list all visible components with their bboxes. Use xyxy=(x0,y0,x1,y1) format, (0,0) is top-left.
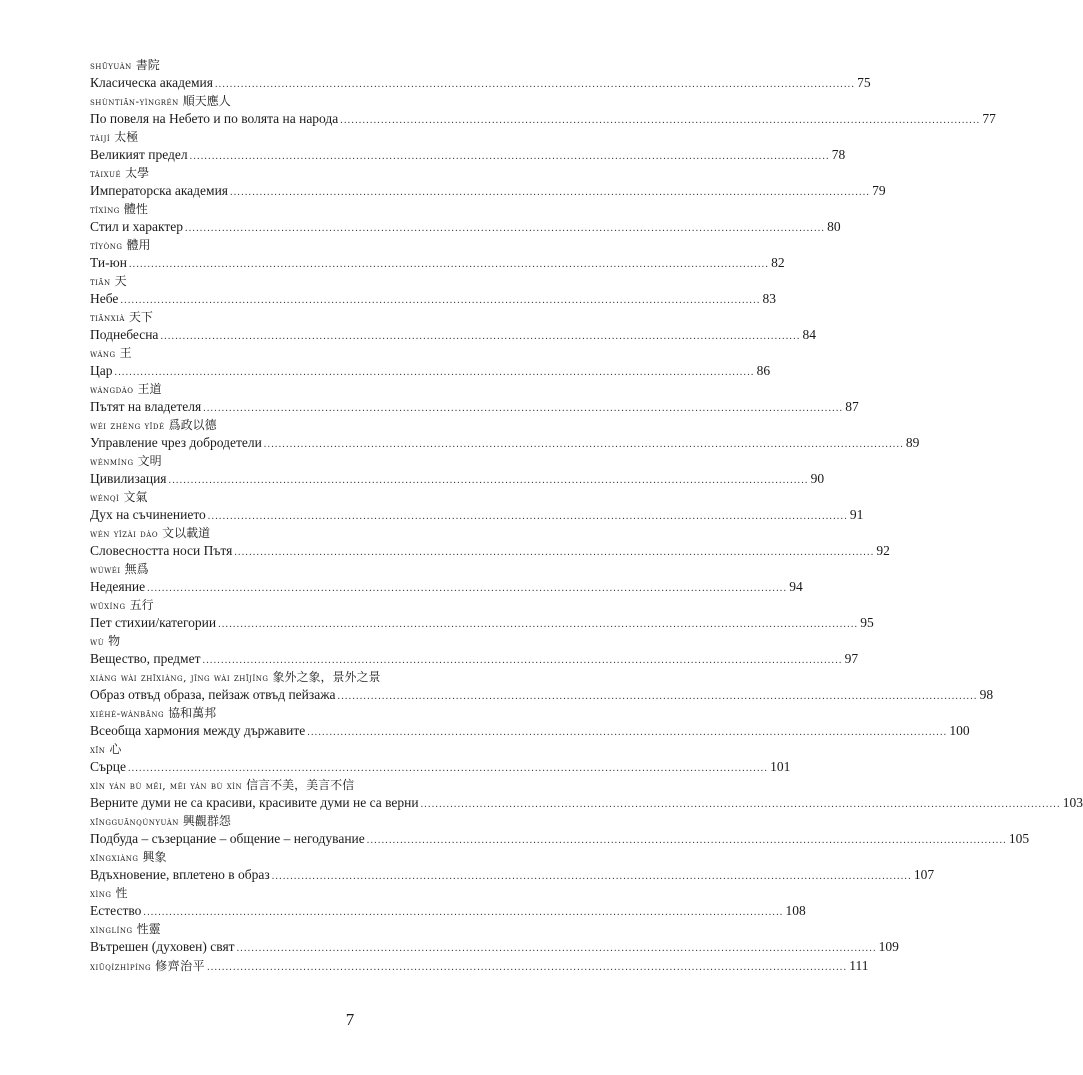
toc-page-number: 78 xyxy=(831,147,846,162)
dot-leader: ............................................................................................................................................................................. xyxy=(263,439,904,450)
toc-entry-line xyxy=(90,686,994,703)
toc-hanzi: 王 xyxy=(119,346,132,360)
toc-page-number: 89 xyxy=(905,435,920,450)
toc-entry xyxy=(90,523,890,559)
toc-hanzi: 天 xyxy=(114,274,127,288)
toc-entry xyxy=(90,811,1030,847)
toc-entry xyxy=(90,235,785,271)
toc-entry xyxy=(90,271,777,307)
toc-entry-line xyxy=(90,254,785,271)
toc-entry-line xyxy=(90,866,935,883)
toc-title: Цар xyxy=(90,363,113,378)
toc-title: Цивилизация xyxy=(90,471,167,486)
dot-leader: ............................................................................................................................................................................. xyxy=(236,943,877,954)
toc-entry xyxy=(90,163,886,199)
toc-title: Словесността носи Пътя xyxy=(90,543,233,558)
toc-hanzi: 心 xyxy=(109,742,122,756)
toc-term: xiūqízhìpíng 修齊治平 xyxy=(90,959,206,973)
toc-entry xyxy=(90,55,871,91)
dot-leader: ............................................................................................................................................................................. xyxy=(128,259,770,270)
dot-leader: ............................................................................................................................................................................. xyxy=(234,547,875,558)
toc-page-number: 82 xyxy=(771,255,785,270)
toc-term xyxy=(90,129,138,145)
dot-leader: ............................................................................................................................................................................. xyxy=(214,79,856,90)
toc-pinyin: xìnglíng xyxy=(90,924,133,936)
dot-leader: ............................................................................................................................................................................. xyxy=(120,295,761,306)
toc-pinyin: wénqì xyxy=(90,492,120,504)
toc-entry xyxy=(90,883,806,919)
toc-entry-line xyxy=(90,74,871,91)
toc-pinyin: xīngguānqúnyuàn xyxy=(90,816,179,828)
toc-title: Сърце xyxy=(90,759,126,774)
toc-title: Вдъхновение, вплетено в образ xyxy=(90,867,270,882)
toc-entry-line xyxy=(90,218,841,235)
toc-hanzi: 文氣 xyxy=(123,490,148,504)
toc-page-number: 107 xyxy=(913,867,935,882)
toc-title: Класическа академия xyxy=(90,75,213,90)
toc-pinyin: xīn xyxy=(90,744,106,756)
toc-pinyin: tiānxià xyxy=(90,312,125,324)
toc-entry-line xyxy=(90,398,859,415)
toc-term xyxy=(90,381,162,397)
toc-title: Естество xyxy=(90,903,142,918)
toc-pinyin: xiàng wài zhīxiàng, jǐng wài zhījǐng xyxy=(90,672,269,684)
toc-hanzi: 興觀群怨 xyxy=(182,814,231,828)
toc-pinyin: xìng xyxy=(90,888,112,900)
toc-entry-line xyxy=(90,578,803,595)
dot-leader: ............................................................................................................................................................................. xyxy=(143,907,784,918)
dot-leader: ............................................................................................................................................................................. xyxy=(420,799,1061,810)
toc-hanzi: 體性 xyxy=(123,202,148,216)
dot-leader: ............................................................................................................................................................................. xyxy=(127,763,769,774)
toc-term xyxy=(90,273,127,289)
toc-page-number: 90 xyxy=(810,471,825,486)
toc-page-number: 101 xyxy=(770,759,791,774)
toc-pinyin: wù xyxy=(90,636,105,648)
toc-term xyxy=(90,669,380,685)
toc-pinyin: wéi zhèng yǐdé xyxy=(90,420,165,432)
toc-pinyin: tǐyòng xyxy=(90,240,123,252)
toc-hanzi: 修齊治平 xyxy=(155,959,206,973)
dot-leader: ............................................................................................................................................................................. xyxy=(337,691,978,702)
toc-title: Вътрешен (духовен) свят xyxy=(90,939,235,954)
dot-leader: ............................................................................................................................................................................. xyxy=(189,151,830,162)
toc-term xyxy=(90,237,151,253)
toc-entry xyxy=(90,631,859,667)
toc-title: Ти-юн xyxy=(90,255,127,270)
toc-hanzi: 太極 xyxy=(114,130,139,144)
toc-entry-line xyxy=(90,110,996,127)
toc-term xyxy=(90,777,354,793)
dot-leader: ............................................................................................................................................................................. xyxy=(218,619,859,630)
toc-hanzi: 王道 xyxy=(137,382,162,396)
toc-pinyin: tàixué xyxy=(90,168,122,180)
toc-entry xyxy=(90,919,899,955)
toc-pinyin: shūyuàn xyxy=(90,60,132,72)
toc-entry xyxy=(90,415,920,451)
toc-hanzi: 五行 xyxy=(129,598,154,612)
toc-page-number: 103 xyxy=(1062,795,1083,810)
toc-term xyxy=(90,57,160,73)
toc-page-number: 95 xyxy=(860,615,874,630)
toc-hanzi: 協和萬邦 xyxy=(168,706,217,720)
toc-entry-line xyxy=(90,542,890,559)
toc-page-number: 94 xyxy=(789,579,803,594)
toc-title: Верните думи не са красиви, красивите думи не са верни xyxy=(90,795,419,810)
toc-term xyxy=(90,345,132,361)
toc-entry-line xyxy=(90,470,825,487)
toc-entry-line xyxy=(90,326,817,343)
toc-entry-line xyxy=(90,182,886,199)
table-of-contents xyxy=(90,55,1083,975)
dot-leader: ............................................................................................................................................................................. xyxy=(271,871,912,882)
toc-hanzi: 天下 xyxy=(128,310,153,324)
toc-entry-line xyxy=(90,434,920,451)
toc-page-number: 108 xyxy=(785,903,806,918)
dot-leader: ............................................................................................................................................................................. xyxy=(147,583,788,594)
toc-entry xyxy=(90,91,996,127)
toc-hanzi: 性靈 xyxy=(136,922,161,936)
dot-leader: ............................................................................................................................................................................. xyxy=(160,331,801,342)
toc-pinyin: wén yǐzài dào xyxy=(90,528,159,540)
toc-pinyin: tiān xyxy=(90,276,111,288)
toc-term xyxy=(90,453,162,469)
toc-hanzi: 文明 xyxy=(137,454,162,468)
toc-page-number: 111 xyxy=(849,958,869,973)
toc-title: Стил и характер xyxy=(90,219,183,234)
toc-entry xyxy=(90,487,864,523)
toc-term xyxy=(90,741,121,757)
toc-entry-line xyxy=(90,146,846,163)
toc-pinyin: wúwéi xyxy=(90,564,121,576)
toc-term xyxy=(90,309,153,325)
dot-leader: ............................................................................................................................................................................. xyxy=(203,403,844,414)
toc-hanzi: 文以載道 xyxy=(162,526,211,540)
toc-entry-line xyxy=(90,938,899,955)
toc-page-number: 79 xyxy=(872,183,886,198)
dot-leader: ............................................................................................................................................................................. xyxy=(307,727,948,738)
toc-entry xyxy=(90,199,841,235)
toc-pinyin: shùntiān-yìngrén xyxy=(90,96,179,108)
toc-hanzi: 性 xyxy=(115,886,128,900)
toc-entry-line xyxy=(90,614,874,631)
toc-term xyxy=(90,165,149,181)
toc-entry-last xyxy=(90,955,869,975)
toc-entry-line xyxy=(90,650,859,667)
toc-page-number: 75 xyxy=(857,75,871,90)
toc-page-number: 77 xyxy=(982,111,996,126)
toc-page-number: 109 xyxy=(878,939,899,954)
toc-hanzi: 太學 xyxy=(125,166,150,180)
toc-pinyin: wáng xyxy=(90,348,116,360)
page-number: 7 xyxy=(345,1010,355,1029)
toc-entry xyxy=(90,379,859,415)
toc-entry xyxy=(90,847,935,883)
toc-title: По повеля на Небето и по волята на народа xyxy=(90,111,339,126)
toc-entry xyxy=(90,703,970,739)
toc-pinyin: xìn yán bù měi, měi yán bù xìn xyxy=(90,780,243,792)
toc-entry xyxy=(90,307,817,343)
dot-leader: ............................................................................................................................................................................. xyxy=(185,223,826,234)
toc-title: Пет стихии/категории xyxy=(90,615,217,630)
dot-leader: ............................................................................................................................................................................. xyxy=(230,187,871,198)
toc-entry-line xyxy=(90,290,777,307)
toc-hanzi: 順天應人 xyxy=(182,94,231,108)
toc-title: Недеяние xyxy=(90,579,146,594)
toc-title: Поднебесна xyxy=(90,327,159,342)
toc-page-number: 83 xyxy=(762,291,777,306)
toc-title: Подбуда – съзерцание – общение – негодувание xyxy=(90,831,365,846)
toc-pinyin: wǔxíng xyxy=(90,600,126,612)
toc-page-number: 86 xyxy=(756,363,771,378)
toc-term xyxy=(90,813,231,829)
dot-leader: ............................................................................................................................................................................. xyxy=(207,511,848,522)
toc-title: Императорска академия xyxy=(90,183,229,198)
toc-term xyxy=(90,201,148,217)
toc-term xyxy=(90,849,167,865)
toc-term xyxy=(90,489,147,505)
toc-entry-line xyxy=(90,362,771,379)
toc-page-number: 100 xyxy=(949,723,970,738)
toc-title: Всеобща хармония между държавите xyxy=(90,723,306,738)
toc-entry-line xyxy=(90,722,970,739)
toc-page-number: 92 xyxy=(876,543,890,558)
toc-entry-line xyxy=(90,506,864,523)
toc-hanzi: 物 xyxy=(108,634,121,648)
toc-pinyin: tàijí xyxy=(90,132,111,144)
toc-hanzi: 信言不美，美言不信 xyxy=(246,778,355,792)
toc-entry xyxy=(90,595,874,631)
toc-title: Дух на съчинението xyxy=(90,507,206,522)
toc-title: Вещество, предмет xyxy=(90,651,201,666)
dot-leader: ............................................................................................................................................................................. xyxy=(114,367,755,378)
toc-page-number: 98 xyxy=(979,687,994,702)
toc-title: Образ отвъд образа, пейзаж отвъд пейзажа xyxy=(90,687,336,702)
toc-title: Великият предел xyxy=(90,147,188,162)
toc-hanzi: 體用 xyxy=(126,238,151,252)
toc-entry-line xyxy=(90,794,1083,811)
toc-page-number: 80 xyxy=(827,219,841,234)
toc-entry xyxy=(90,559,803,595)
toc-term xyxy=(90,633,120,649)
toc-page-number: 91 xyxy=(849,507,864,522)
toc-title: Пътят на владетеля xyxy=(90,399,202,414)
toc-pinyin: wénmíng xyxy=(90,456,134,468)
toc-term xyxy=(90,93,231,109)
toc-term xyxy=(90,705,216,721)
dot-leader: ............................................................................................................................................................................. xyxy=(366,835,1007,846)
toc-term xyxy=(90,417,217,433)
toc-entry-line xyxy=(90,758,791,775)
toc-entries xyxy=(90,55,1083,955)
toc-page-number: 84 xyxy=(802,327,817,342)
toc-term xyxy=(90,885,127,901)
toc-hanzi: 書院 xyxy=(135,58,160,72)
toc-hanzi: 興象 xyxy=(142,850,167,864)
toc-pinyin: tǐxìng xyxy=(90,204,120,216)
toc-entry xyxy=(90,451,825,487)
toc-title: Небе xyxy=(90,291,119,306)
toc-page-number: 87 xyxy=(845,399,859,414)
dot-leader: ............................................................................................................................................................................. xyxy=(340,115,981,126)
toc-entry xyxy=(90,343,771,379)
toc-term xyxy=(90,525,210,541)
toc-entry xyxy=(90,127,846,163)
toc-page-number: 97 xyxy=(844,651,859,666)
toc-pinyin: xiéhé-wànbāng xyxy=(90,708,165,720)
toc-hanzi: 爲政以德 xyxy=(168,418,217,432)
toc-term xyxy=(90,921,161,937)
toc-entry-line xyxy=(90,902,806,919)
toc-pinyin: wángdào xyxy=(90,384,134,396)
dot-leader: ............................................................................................................................................................................. xyxy=(202,655,843,666)
toc-term xyxy=(90,597,154,613)
toc-entry xyxy=(90,775,1083,811)
toc-title: Управление чрез добродетели xyxy=(90,435,262,450)
toc-hanzi: 無爲 xyxy=(124,562,149,576)
toc-page-number: 105 xyxy=(1008,831,1030,846)
dot-leader: ............................................................................................................................................................................. xyxy=(207,962,848,973)
toc-entry-line xyxy=(90,957,869,974)
toc-pinyin: xīngxiàng xyxy=(90,852,139,864)
toc-entry xyxy=(90,739,791,775)
toc-entry-line xyxy=(90,830,1030,847)
toc-hanzi: 象外之象，景外之景 xyxy=(272,670,381,684)
toc-entry xyxy=(90,667,994,703)
dot-leader: ............................................................................................................................................................................. xyxy=(168,475,809,486)
toc-term xyxy=(90,561,149,577)
